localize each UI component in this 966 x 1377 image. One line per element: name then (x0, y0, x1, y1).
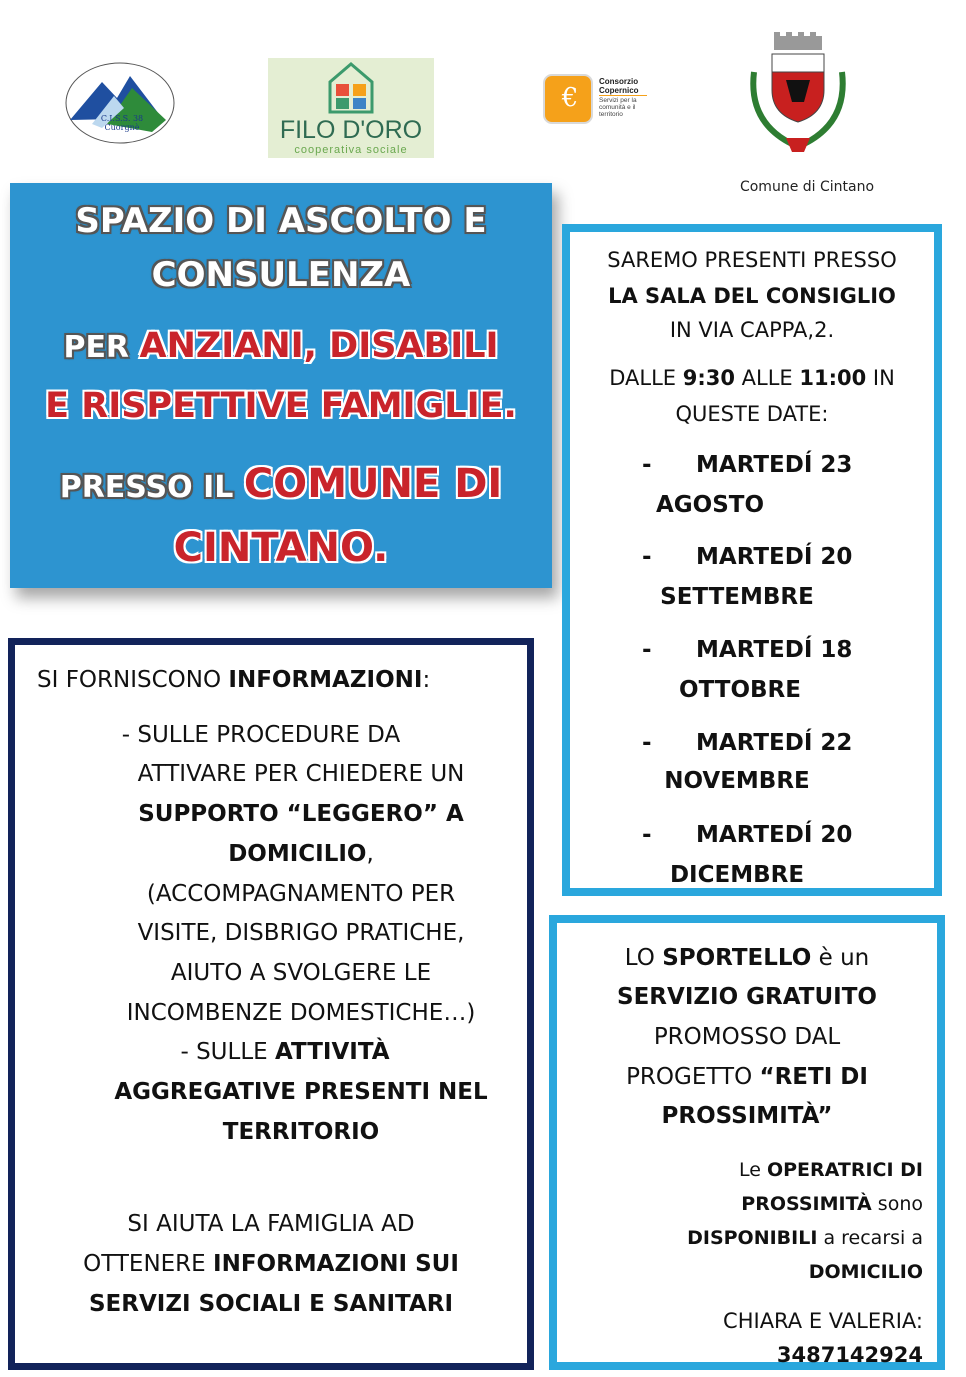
filo-doro-logo (268, 58, 434, 158)
date-day: MARTEDÍ 20 (696, 822, 853, 848)
ciss-38-logo (62, 58, 177, 148)
date-month: DICEMBRE (669, 862, 805, 888)
copernico-subtitle: Servizi per la comunità e il territorio (599, 97, 637, 118)
ciss-town: Cuorgnè (104, 123, 140, 132)
date-month: NOVEMBRE (664, 768, 810, 794)
date-month: AGOSTO (655, 492, 765, 518)
sportello-r3b: a recarsi a (817, 1227, 923, 1249)
filo-doro-subtitle: cooperativa sociale (294, 144, 408, 156)
time-mid: ALLE (734, 366, 800, 390)
date-day: MARTEDÍ 20 (696, 544, 853, 570)
copernico-title-1: Consorzio (599, 77, 639, 86)
copernico-divider (599, 95, 647, 96)
sportello-r3a: DISPONIBILI (687, 1227, 818, 1249)
info-line: (ACCOMPAGNAMENTO PER (146, 881, 456, 907)
info-line: AIUTO A SVOLGERE LE (170, 960, 432, 986)
info-line: - SULLE PROCEDURE DA (121, 722, 401, 748)
sportello-right-2 (741, 1193, 923, 1215)
time-prefix: DALLE (609, 366, 683, 390)
info-activity-prefix: - SULLE (180, 1039, 275, 1065)
info-heading-c: : (422, 667, 431, 693)
crest-caption: Comune di Cintano (739, 179, 875, 195)
sportello-right-1 (739, 1159, 923, 1181)
info-domicilio: DOMICILIO (228, 841, 367, 867)
date-month: OTTOBRE (679, 677, 801, 703)
time-start: 9:30 (682, 366, 735, 390)
info-line: AGGREGATIVE PRESENTI NEL (114, 1079, 488, 1105)
dates-time-2: QUESTE DATE: (675, 402, 829, 426)
banner-line-3-highlight: ANZIANI, DISABILI (139, 326, 499, 366)
dates-intro-1: SAREMO PRESENTI PRESSO (607, 248, 897, 272)
info-footer-1: SI AIUTA LA FAMIGLIA AD (127, 1211, 415, 1237)
sportello-r2a: PROSSIMITÀ (741, 1193, 872, 1215)
info-heading-b: INFORMAZIONI (228, 667, 423, 693)
filo-doro-name: FILO D'ORO (279, 116, 423, 144)
sportello-box (549, 915, 945, 1370)
ciss-mountain-icon (62, 58, 177, 148)
consorzio-copernico-logo (543, 74, 653, 126)
sportello-right-3 (687, 1227, 923, 1249)
sportello-4b: “RETI DI (759, 1064, 868, 1090)
dates-intro-2: LA SALA DEL CONSIGLIO (608, 284, 896, 308)
banner-line-5-highlight: COMUNE DI (243, 461, 503, 507)
date-day: MARTEDÍ 22 (696, 730, 853, 756)
banner-line-3-prefix: PER (63, 330, 140, 365)
info-footer-2a: OTTENERE (83, 1251, 214, 1277)
coat-of-arms-icon (744, 32, 852, 160)
time-suffix: IN (866, 366, 895, 390)
date-dash: - (642, 637, 652, 663)
ciss-name: C.I.S.S. 38 (100, 114, 144, 123)
sportello-line-1 (557, 945, 937, 971)
date-dash: - (642, 544, 652, 570)
date-day: MARTEDÍ 23 (696, 452, 853, 478)
date-dash: - (642, 822, 652, 848)
info-line: SUPPORTO “LEGGERO” A (138, 801, 464, 827)
copernico-icon (543, 74, 593, 124)
info-footer-3: SERVIZI SOCIALI E SANITARI (88, 1291, 454, 1317)
banner-line-6: CINTANO. (173, 525, 389, 571)
info-line: VISITE, DISBRIGO PRATICHE, (137, 920, 465, 946)
info-line: TERRITORIO (222, 1119, 380, 1145)
info-footer-2b: INFORMAZIONI SUI (213, 1251, 459, 1277)
sportello-1b: SPORTELLO (662, 945, 812, 971)
sportello-r1b: OPERATRICI DI (766, 1159, 923, 1181)
banner-line-5-prefix: PRESSO IL (59, 470, 244, 505)
house-icon (328, 62, 374, 114)
title-banner (10, 183, 552, 588)
info-line (29, 1039, 541, 1065)
info-line: ATTIVARE PER CHIEDERE UN (137, 761, 465, 787)
banner-line-2: CONSULENZA (151, 255, 411, 295)
date-dash: - (642, 730, 652, 756)
sportello-line-2: SERVIZIO GRATUITO (617, 984, 877, 1010)
dates-intro-3: IN VIA CAPPA,2. (669, 318, 835, 342)
dates-time (570, 366, 934, 390)
sportello-line-5: PROSSIMITÀ” (661, 1103, 833, 1129)
banner-line-5 (10, 461, 552, 507)
sportello-1a: LO (624, 945, 663, 971)
copernico-glyph: € (561, 83, 579, 113)
sportello-phone: 3487142924 (776, 1343, 923, 1367)
date-dash: - (642, 452, 652, 478)
cintano-coat-of-arms (744, 32, 852, 160)
sportello-4a: PROGETTO (626, 1064, 760, 1090)
sportello-right-4: DOMICILIO (808, 1261, 923, 1283)
time-end: 11:00 (799, 366, 867, 390)
info-comma: , (366, 841, 374, 867)
date-month: SETTEMBRE (660, 584, 814, 610)
sportello-r1a: Le (738, 1159, 767, 1181)
info-line (45, 841, 557, 867)
sportello-r2b: sono (871, 1193, 923, 1215)
sportello-contacts: CHIARA E VALERIA: (723, 1309, 923, 1333)
info-heading (37, 667, 549, 693)
info-footer-2 (15, 1251, 527, 1277)
date-day: MARTEDÍ 18 (696, 637, 853, 663)
copernico-title-2: Copernico (599, 86, 639, 95)
info-box (8, 638, 534, 1370)
banner-line-3 (10, 326, 552, 366)
info-line: INCOMBENZE DOMESTICHE…) (126, 1000, 476, 1026)
banner-line-1: SPAZIO DI ASCOLTO E (75, 201, 487, 241)
info-activity: ATTIVITÀ (274, 1039, 390, 1065)
info-heading-a: SI FORNISCONO (37, 667, 229, 693)
sportello-1c: è un (811, 945, 870, 971)
banner-line-4: E RISPETTIVE FAMIGLIE. (45, 386, 517, 426)
sportello-line-4 (557, 1064, 937, 1090)
dates-box (562, 224, 942, 896)
sportello-line-3: PROMOSSO DAL (653, 1024, 841, 1050)
